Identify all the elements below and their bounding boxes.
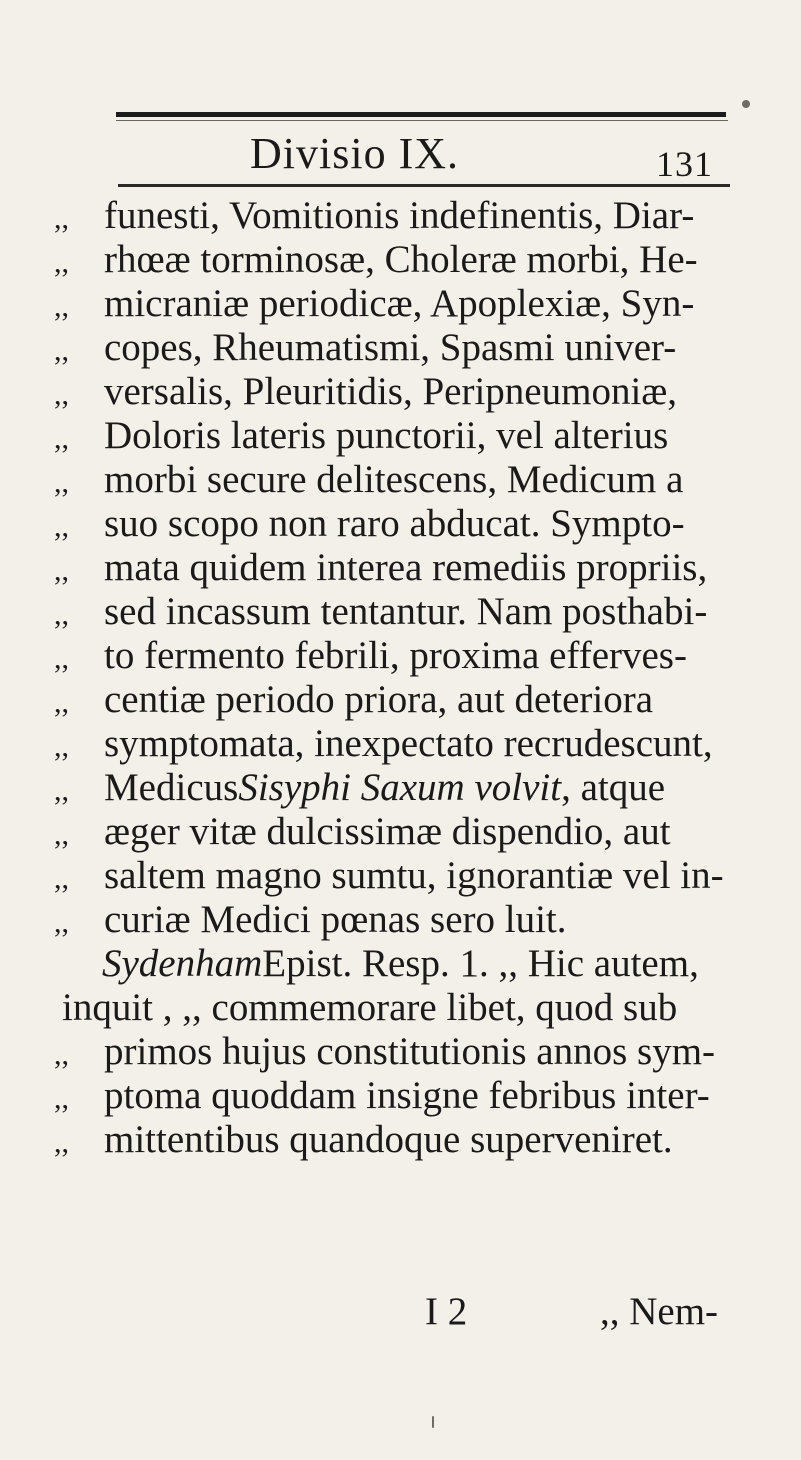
text-line: ,, saltem magno sumtu, ignorantiæ vel in-	[42, 854, 782, 898]
cited-author: Sydenham	[102, 942, 263, 985]
text-line: ,, mata quidem interea remediis propriis,	[42, 546, 782, 590]
text-line: ,, centiæ periodo priora, aut deteriora	[42, 678, 782, 722]
catchword: ,, Nem-	[600, 1290, 719, 1333]
quote-mark: ,,	[54, 202, 69, 235]
quote-mark: ,,	[54, 246, 69, 279]
text-line: ,, suo scopo non raro abducat. Sympto-	[42, 502, 782, 546]
quote-mark: ,,	[54, 1126, 69, 1159]
quote-mark: ,,	[54, 906, 69, 939]
quote-mark: ,,	[54, 774, 69, 807]
text-line: inquit , ,, commemorare libet, quod sub	[62, 986, 678, 1029]
text-line: ,, morbi secure delitescens, Medicum a	[42, 458, 782, 502]
quote-mark: ,,	[54, 422, 69, 455]
text-line: ,, Doloris lateris punctorii, vel alterius	[42, 414, 782, 458]
text-line: ,, MedicusSisyphi Saxum volvit, atque	[42, 766, 782, 810]
text-line: ,, funesti, Vomitionis indefinentis, Diar-	[42, 194, 782, 238]
page-number: 131	[656, 144, 713, 184]
paper-speck	[432, 1416, 434, 1428]
quote-mark: ,,	[54, 862, 69, 895]
quote-mark: ,,	[54, 510, 69, 543]
text-line: ,, æger vitæ dulcissimæ dispendio, aut	[42, 810, 782, 854]
header-rule-thin	[116, 120, 728, 121]
paper-speck	[742, 100, 750, 108]
text-line: ,, primos hujus constitutionis annos sym-	[42, 1030, 782, 1074]
quote-mark: ,,	[54, 290, 69, 323]
page-header	[128, 126, 728, 182]
page-footer	[0, 1284, 801, 1340]
quote-mark: ,,	[54, 1038, 69, 1071]
text-line: ,, rhœæ torminosæ, Choleræ morbi, He-	[42, 238, 782, 282]
quote-mark: ,,	[54, 818, 69, 851]
paragraph-start: SydenhamEpist. Resp. 1. ,, Hic autem,	[102, 942, 699, 985]
header-rule-thick	[116, 112, 726, 117]
text-line: ,, ptoma quoddam insigne febribus inter-	[42, 1074, 782, 1118]
quote-mark: ,,	[54, 378, 69, 411]
italic-phrase: Sisyphi Saxum volvit	[238, 766, 562, 809]
quote-mark: ,,	[54, 554, 69, 587]
signature-mark: I 2	[425, 1290, 468, 1333]
header-underline	[118, 184, 730, 187]
quote-mark: ,,	[54, 466, 69, 499]
text-line: ,, curiæ Medici pœnas sero luit.	[42, 898, 782, 942]
text-line: ,, micraniæ periodicæ, Apoplexiæ, Syn-	[42, 282, 782, 326]
running-head: Divisio IX.	[250, 129, 459, 178]
quote-mark: ,,	[54, 598, 69, 631]
quote-mark: ,,	[54, 1082, 69, 1115]
body-text	[42, 194, 782, 1162]
quote-mark: ,,	[54, 642, 69, 675]
text-line: ,, copes, Rheumatismi, Spasmi univer-	[42, 326, 782, 370]
text-line: ,, mittentibus quandoque superveniret.	[42, 1118, 782, 1162]
quote-mark: ,,	[54, 334, 69, 367]
text-line: ,, sed incassum tentantur. Nam posthabi-	[42, 590, 782, 634]
text-line: ,, versalis, Pleuritidis, Peripneumoniæ,	[42, 370, 782, 414]
text-line: ,, to fermento febrili, proxima efferves-	[42, 634, 782, 678]
quote-mark: ,,	[54, 686, 69, 719]
text-line: ,, symptomata, inexpectato recrudescunt,	[42, 722, 782, 766]
quote-mark: ,,	[54, 730, 69, 763]
